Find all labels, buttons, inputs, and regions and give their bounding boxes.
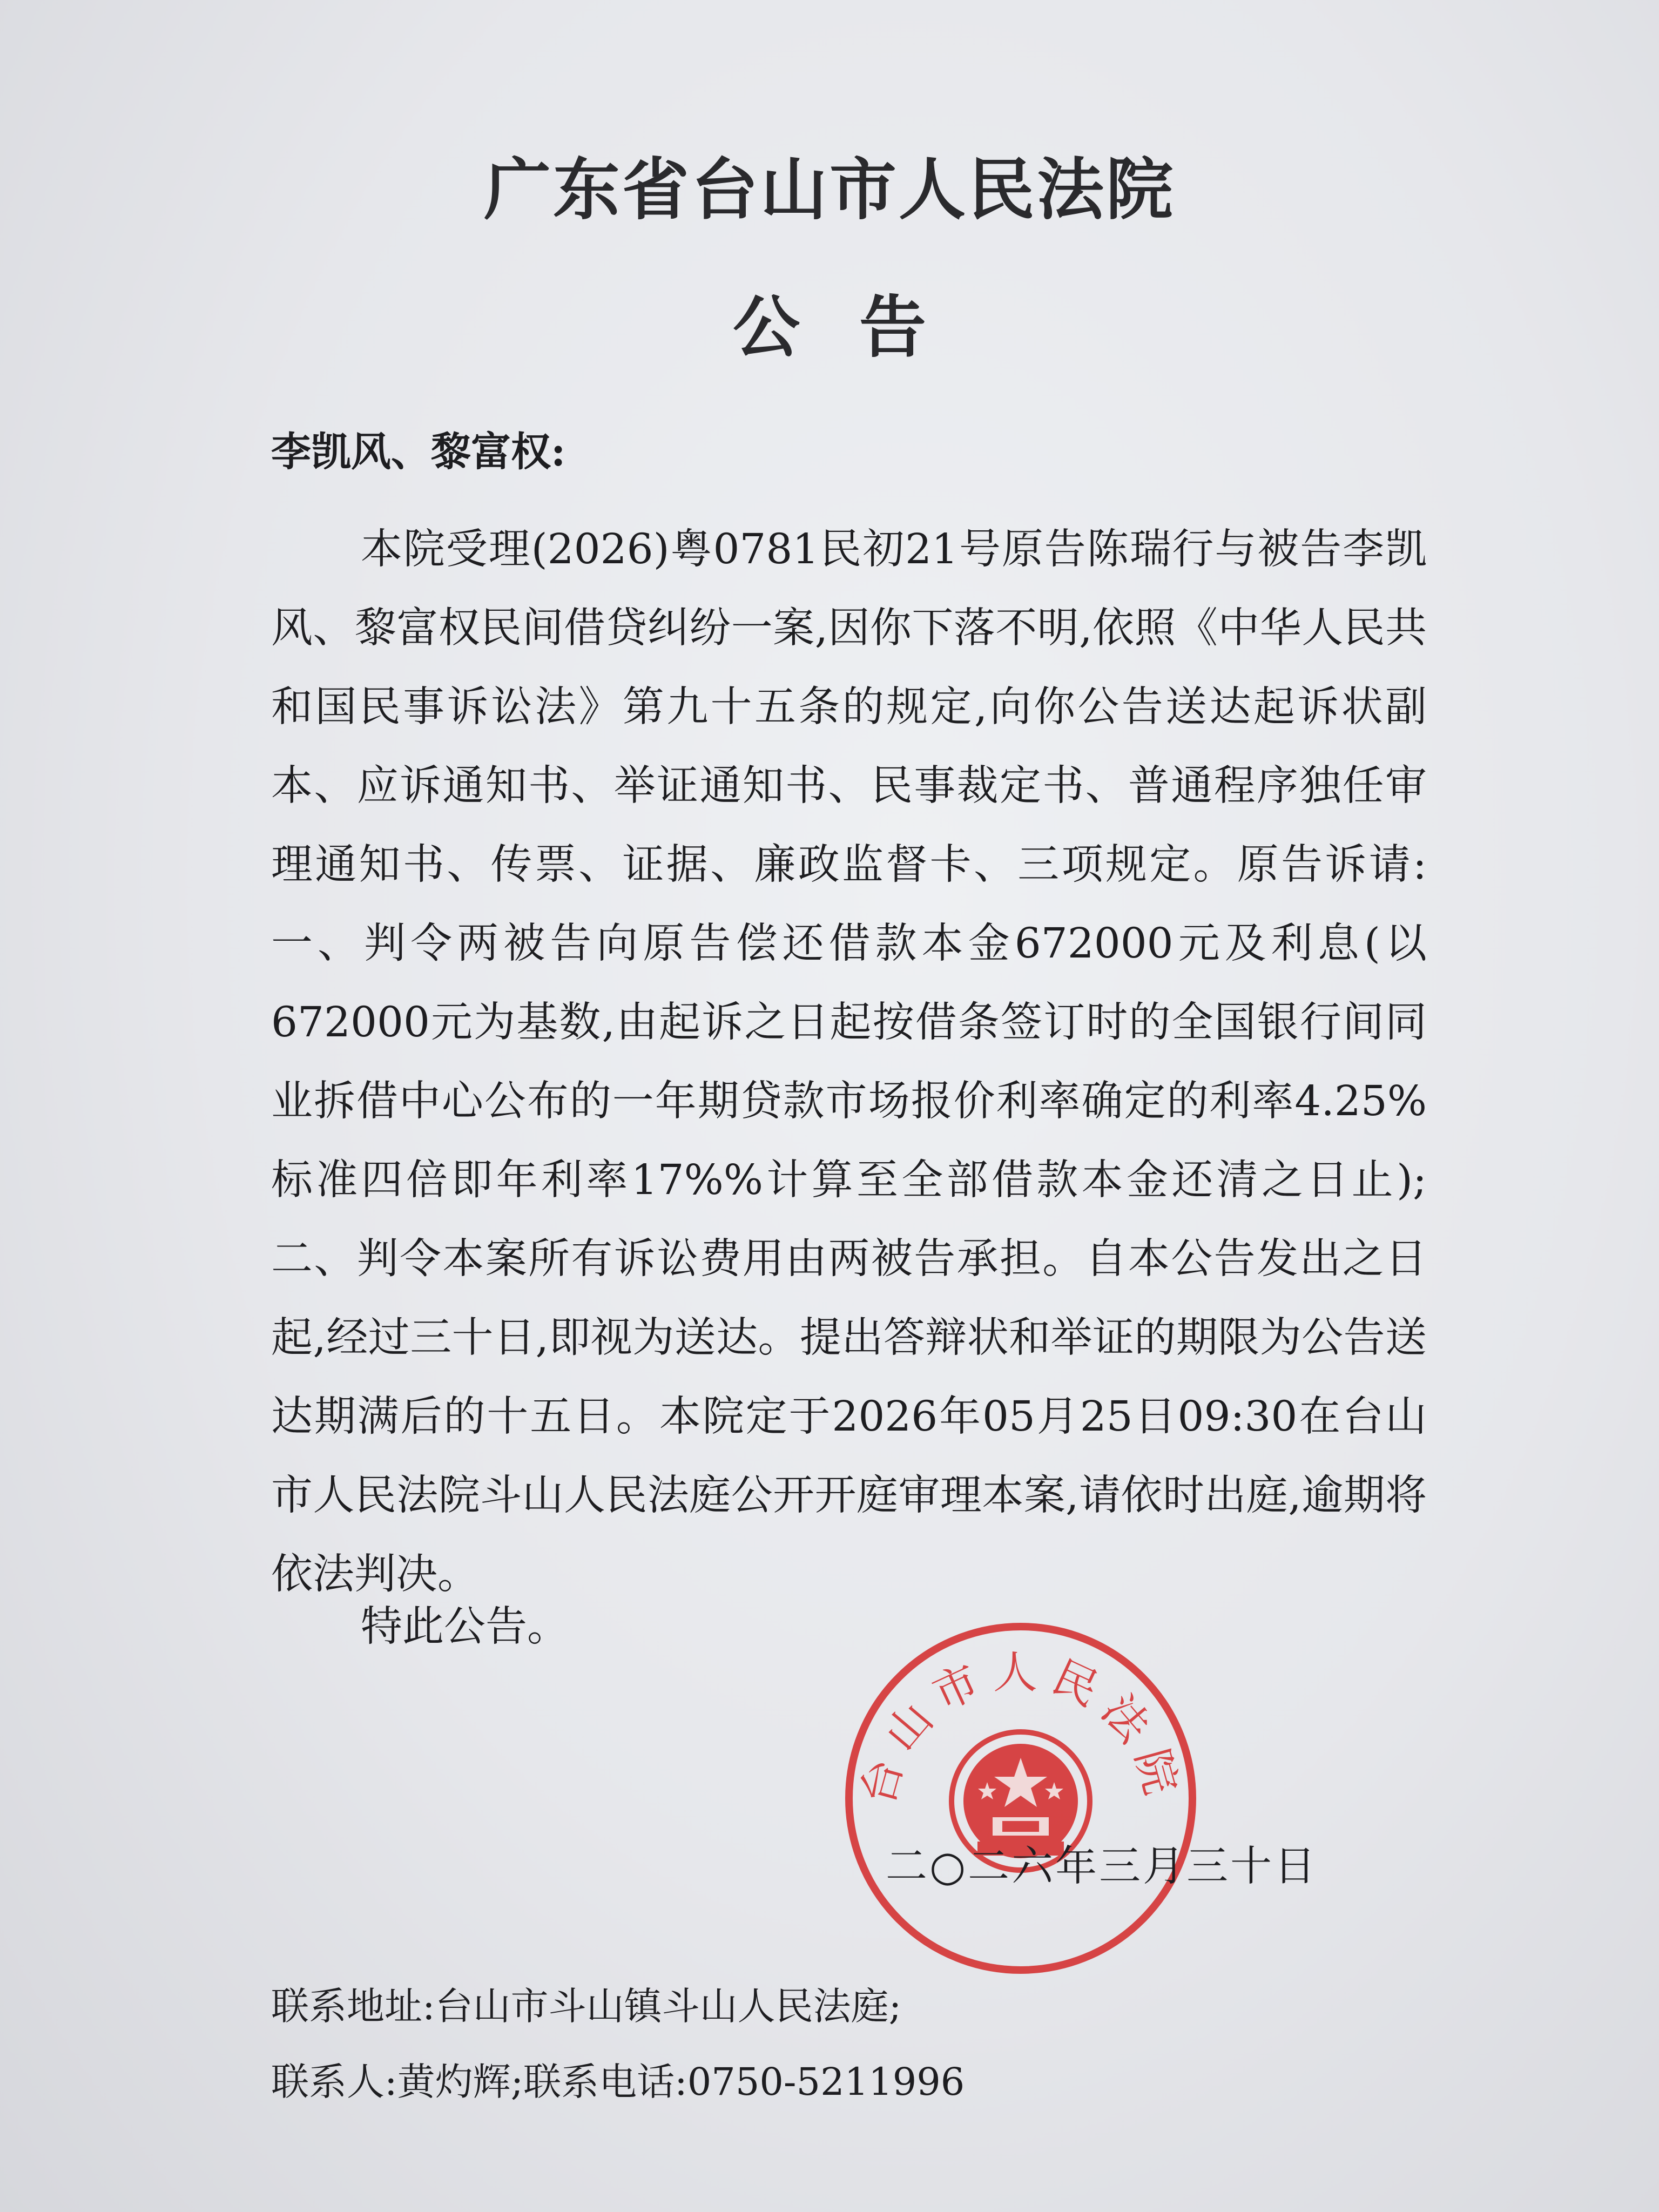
contact-person-phone: 联系人:黄灼辉;联系电话:0750-5211996 [271,2060,965,2104]
seal-text: 台山市人民法院 [852,1647,1190,1811]
notice-heading: 公告 [732,288,986,367]
issue-date: 二○二六年三月三十日 [886,1843,1318,1891]
addressee: 李凯风、黎富权: [271,429,566,475]
notice-body: 本院受理(2026)粤0781民初21号原告陈瑞行与被告李凯风、黎富权民间借贷纠纷一案,因你下落不明,依照《中华人民共和国民事诉讼法》第九十五条的规定,向你公告送达起诉状副本、应诉通知书、举证通知书、民事裁定书、普通程序独任审理通知书、传票、证据、廉政监督卡、三项规定。原告诉请:一、判令两被告向原告偿还借款本金672000元及利息(以672000元为基数,由起诉之日起按借条签订时的全国银行间同业拆借中心公布的一年期贷款市场报价利率确定的利率4.25%标准四倍即年利率17%%计算至全部借款本金还清之日止);二、判令本案所有诉讼费用由两被告承担。自本公告发出之日起,经过三十日,即视为送达。提出答辩状和举证的期限为公告送达期满后的十五日。本院定于2026年05月25日09:30在台山市人民法院斗山人民法庭公开开庭审理本案,请依时出庭,逾期将依法判决。 [271,525,1427,1599]
court-seal [842,1620,1199,1977]
closing-phrase: 特此公告。 [361,1603,569,1651]
contact-address: 联系地址:台山市斗山镇斗山人民法庭; [271,1984,902,2028]
court-name-title: 广东省台山市人民法院 [483,151,1175,229]
